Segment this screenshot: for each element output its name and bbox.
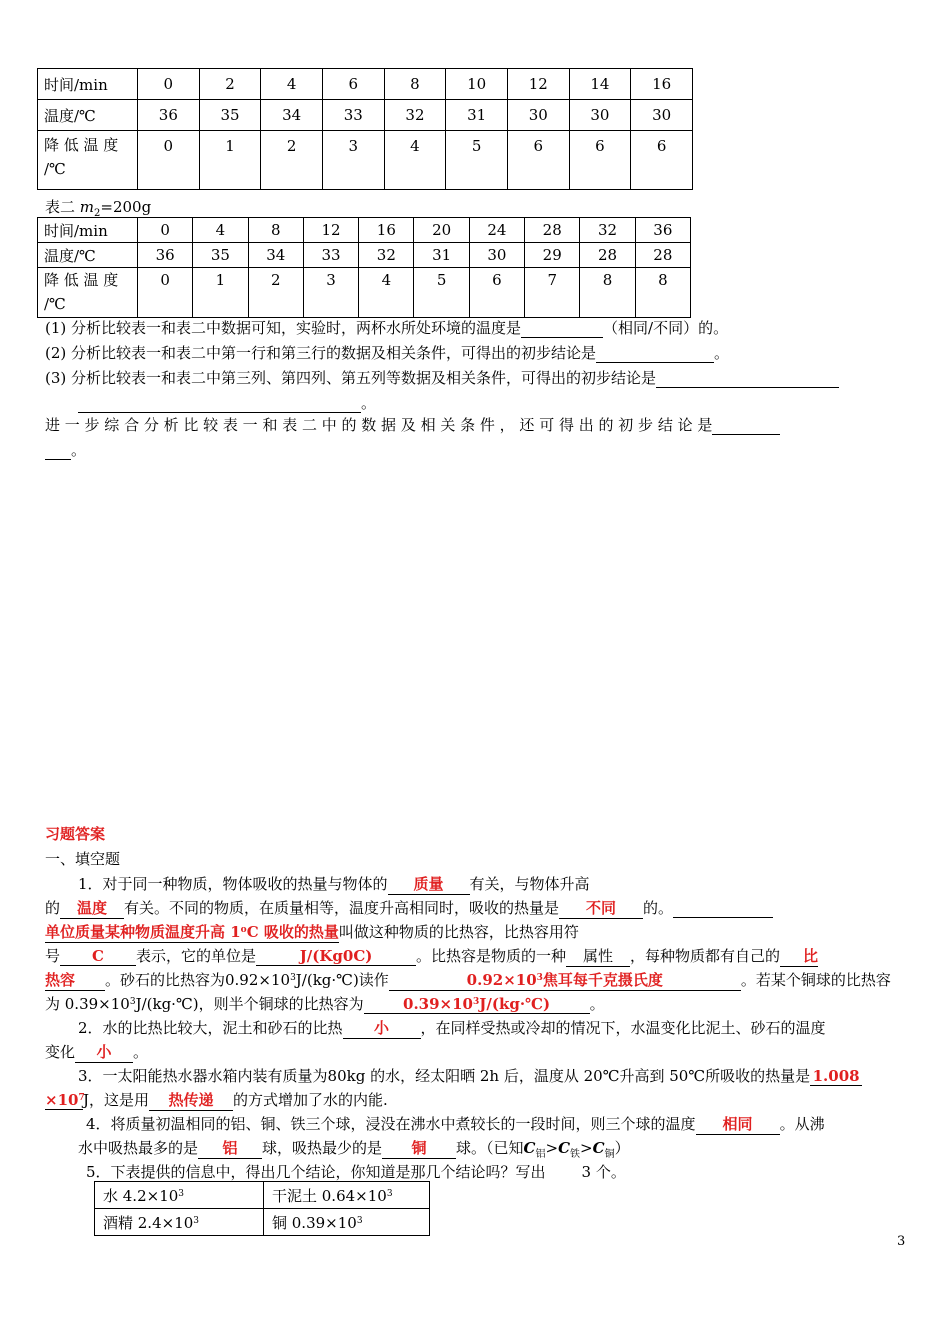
answer-2-line-1: 2．水的比热比较大，泥土和砂石的比热 小 ，在同样受热或冷却的情况下，水温变化比泥土、砂石的温度: [78, 1019, 826, 1037]
table-2: [37, 217, 691, 318]
answer-value: 温度: [60, 897, 124, 919]
question-1: (1) 分析比较表一和表二中数据可知，实验时，两杯水所处环境的温度是 （相同/不同）的。: [45, 319, 729, 337]
table-1-drop: 6: [569, 131, 631, 190]
answers-title: 习题答案: [45, 825, 106, 843]
table-1-temp: 36: [138, 100, 200, 131]
table-2-time: 20: [414, 218, 469, 243]
table-2-time: 16: [359, 218, 414, 243]
answer-3-line-2: $\times 10^7J$，这是用 热传递 的方式增加了水的内能.: [45, 1091, 388, 1109]
answer-blank: [673, 899, 773, 918]
table-row: [38, 69, 693, 100]
answer-value: 铜: [382, 1137, 456, 1159]
table-1-temp: 35: [199, 100, 261, 131]
table-1-time: 8: [384, 69, 446, 100]
table-1-temp: 33: [322, 100, 384, 131]
table-2-temp: 30: [469, 243, 524, 268]
table-1-drop-label: [38, 131, 138, 190]
drop-label-line-2: /℃: [44, 295, 66, 313]
table-1-temp: 34: [261, 100, 323, 131]
drop-label-line-1: 降 低 温 度: [44, 271, 119, 289]
answer-value: $0.92\times 10^3$焦耳每千克摄氏度: [389, 969, 741, 991]
answer-1-line-1: 1．对于同一种物质，物体吸收的热量与物体的 质量 有关，与物体升高: [78, 875, 590, 893]
answer-value: 铝: [198, 1137, 262, 1159]
table-2-time: 8: [248, 218, 303, 243]
table-2-time: 36: [635, 218, 690, 243]
answer-value: $\times 10^7$: [45, 1091, 85, 1109]
table-1-temp: 30: [507, 100, 569, 131]
answer-value: 相同: [696, 1113, 780, 1135]
table-2-drop: 8: [635, 268, 690, 318]
table-row: [38, 218, 691, 243]
answer-value: 属性: [566, 945, 630, 967]
table-1-drop: 5: [446, 131, 508, 190]
table-2-drop: 4: [359, 268, 414, 318]
table-1-temp: 31: [446, 100, 508, 131]
answer-value: J/(Kg0C): [256, 947, 416, 966]
table-2-temp: 34: [248, 243, 303, 268]
table-2-drop: 8: [580, 268, 635, 318]
table-1-time: 12: [507, 69, 569, 100]
table-1-drop: 6: [507, 131, 569, 190]
table-2-temp: 28: [580, 243, 635, 268]
answer-value: 单位质量某种物质温度升高 1$^o$C 吸收的热量: [45, 923, 339, 941]
answer-value: 小: [75, 1041, 133, 1063]
table-3-cell: 水 $4.2\times 10^3$: [95, 1182, 264, 1209]
table-2-drop: 3: [303, 268, 358, 318]
table-2-temp: 36: [138, 243, 193, 268]
table-2-time: 4: [193, 218, 248, 243]
answer-4-line-2: 水中吸热最多的是 铝 球，吸热最少的是 铜 球。（已知$C_铝>C_铁>C_铜$）: [78, 1139, 630, 1160]
table-1-time: 2: [199, 69, 261, 100]
table-3: [94, 1181, 430, 1236]
table-1: [37, 68, 693, 190]
table-row: [95, 1182, 430, 1209]
question-4-continued: 。: [45, 439, 86, 460]
table-row: [38, 131, 693, 190]
answer-4-line-1: 4．将质量初温相同的铝、铜、铁三个球，浸没在沸水中煮较长的一段时间，则三个球的温度 相同 。从沸: [86, 1115, 825, 1133]
table-2-temp: 28: [635, 243, 690, 268]
answer-value: 热容: [45, 969, 105, 991]
table-1-temp: 30: [631, 100, 693, 131]
table-2-temp: 31: [414, 243, 469, 268]
answer-1-line-6: 为 $0.39\times 10^3J/(kg\cdot℃)$，则半个铜球的比热容为 $0.39\times 10^3J/(kg\cdot℃)$ 。: [45, 995, 605, 1013]
table-row: [38, 243, 691, 268]
table-1-header-cell: 时间/min: [38, 69, 138, 100]
table-2-temp: 33: [303, 243, 358, 268]
table-1-drop: 2: [261, 131, 323, 190]
table-2-header-cell: 时间/min: [38, 218, 138, 243]
answer-1-line-2: 的 温度 有关。不同的物质，在质量相等，温度升高相同时，吸收的热量是 不同 的。: [45, 897, 773, 919]
answer-1-line-3: 单位质量某种物质温度升高 1$^o$C 吸收的热量叫做这种物质的比热容，比热容用符: [45, 923, 579, 941]
table-3-cell: 干泥土 $0.64\times 10^3$: [264, 1182, 430, 1209]
answer-value: 1.008: [810, 1067, 862, 1086]
table-2-time: 32: [580, 218, 635, 243]
question-3-continued: 。: [78, 392, 376, 413]
question-3: (3) 分析比较表一和表二中第三列、第四列、第五列等数据及相关条件，可得出的初步结论是: [45, 367, 839, 388]
answer-blank[interactable]: [712, 416, 780, 435]
drop-label-line-1: 降 低 温 度: [44, 136, 119, 154]
answer-blank[interactable]: [656, 369, 839, 388]
table-row: [95, 1209, 430, 1236]
table-2-temp: 29: [525, 243, 580, 268]
drop-label-line-2: /℃: [44, 160, 66, 178]
answer-3-line-1: 3．一太阳能热水器水箱内装有质量为80kg 的水，经太阳晒 2h 后，温度从 20℃升高到 50℃所吸收的热量是 1.008: [78, 1065, 862, 1086]
answer-value: 不同: [559, 897, 643, 919]
table-1-time: 4: [261, 69, 323, 100]
answer-value: C: [60, 947, 136, 966]
answer-value: 质量: [388, 873, 470, 895]
answer-value: $0.39\times 10^3J/(kg\cdot℃)$: [364, 995, 590, 1014]
table-2-temp-label: 温度/℃: [38, 243, 138, 268]
page-number: 3: [897, 1234, 906, 1249]
table-2-drop: 7: [525, 268, 580, 318]
table-3-cell: 铜 $0.39\times 10^3$: [264, 1209, 430, 1236]
answer-value: 小: [343, 1017, 421, 1039]
table-1-drop: 0: [138, 131, 200, 190]
table-2-drop: 1: [193, 268, 248, 318]
table-2-time: 12: [303, 218, 358, 243]
table-1-drop: 6: [631, 131, 693, 190]
table-2-temp: 35: [193, 243, 248, 268]
table-row: [38, 100, 693, 131]
table-2-time: 0: [138, 218, 193, 243]
question-2: (2) 分析比较表一和表二中第一行和第三行的数据及相关条件，可得出的初步结论是 。: [45, 344, 730, 362]
table-row: [38, 268, 691, 318]
table-2-time: 28: [525, 218, 580, 243]
table-1-temp: 30: [569, 100, 631, 131]
table-2-drop: 0: [138, 268, 193, 318]
answer-2-line-2: 变化 小 。: [45, 1043, 149, 1061]
table-1-time: 14: [569, 69, 631, 100]
table-2-drop-label: [38, 268, 138, 318]
table-1-temp-label: 温度/℃: [38, 100, 138, 131]
table-1-drop: 3: [322, 131, 384, 190]
answer-blank[interactable]: [78, 394, 361, 413]
table-2-time: 24: [469, 218, 524, 243]
table-2-temp: 32: [359, 243, 414, 268]
table-3-cell: 酒精 $2.4\times 10^3$: [95, 1209, 264, 1236]
section-title: 一、填空题: [45, 850, 121, 868]
answer-blank[interactable]: [45, 441, 71, 460]
answer-1-line-5: 热容 。砂石的比热容为$0.92\times 10^3J/(kg\cdot℃)$读作 $0.92\times 10^3$焦耳每千克摄氏度 。若某个铜球的比热容: [45, 971, 891, 989]
answer-blank[interactable]: [521, 319, 603, 338]
table-1-time: 6: [322, 69, 384, 100]
table-1-drop: 4: [384, 131, 446, 190]
answer-5-line-1: 5．下表提供的信息中，得出几个结论，你知道是那几个结论吗？写出 3 个。: [86, 1163, 626, 1181]
question-4: 进 一 步 综 合 分 析 比 较 表 一 和 表 二 中 的 数 据 及 相 关 条 件 ， 还 可 得 出 的 初 步 结 论 是: [45, 414, 780, 435]
table-2-drop: 5: [414, 268, 469, 318]
answer-1-line-4: 号 C 表示，它的单位是 J/(Kg0C) 。比热容是物质的一种 属性 ，每种物质都有自己的 比: [45, 947, 819, 965]
answer-blank[interactable]: [596, 344, 714, 363]
table-1-time: 10: [446, 69, 508, 100]
table-2-drop: 6: [469, 268, 524, 318]
answer-value: 热传递: [149, 1089, 233, 1111]
table-1-time: 0: [138, 69, 200, 100]
table-1-time: 16: [631, 69, 693, 100]
table-1-temp: 32: [384, 100, 446, 131]
answer-value: 比: [780, 945, 818, 967]
table-1-drop: 1: [199, 131, 261, 190]
table-2-caption: 表二 $m_2=200g$: [45, 198, 152, 219]
table-2-drop: 2: [248, 268, 303, 318]
